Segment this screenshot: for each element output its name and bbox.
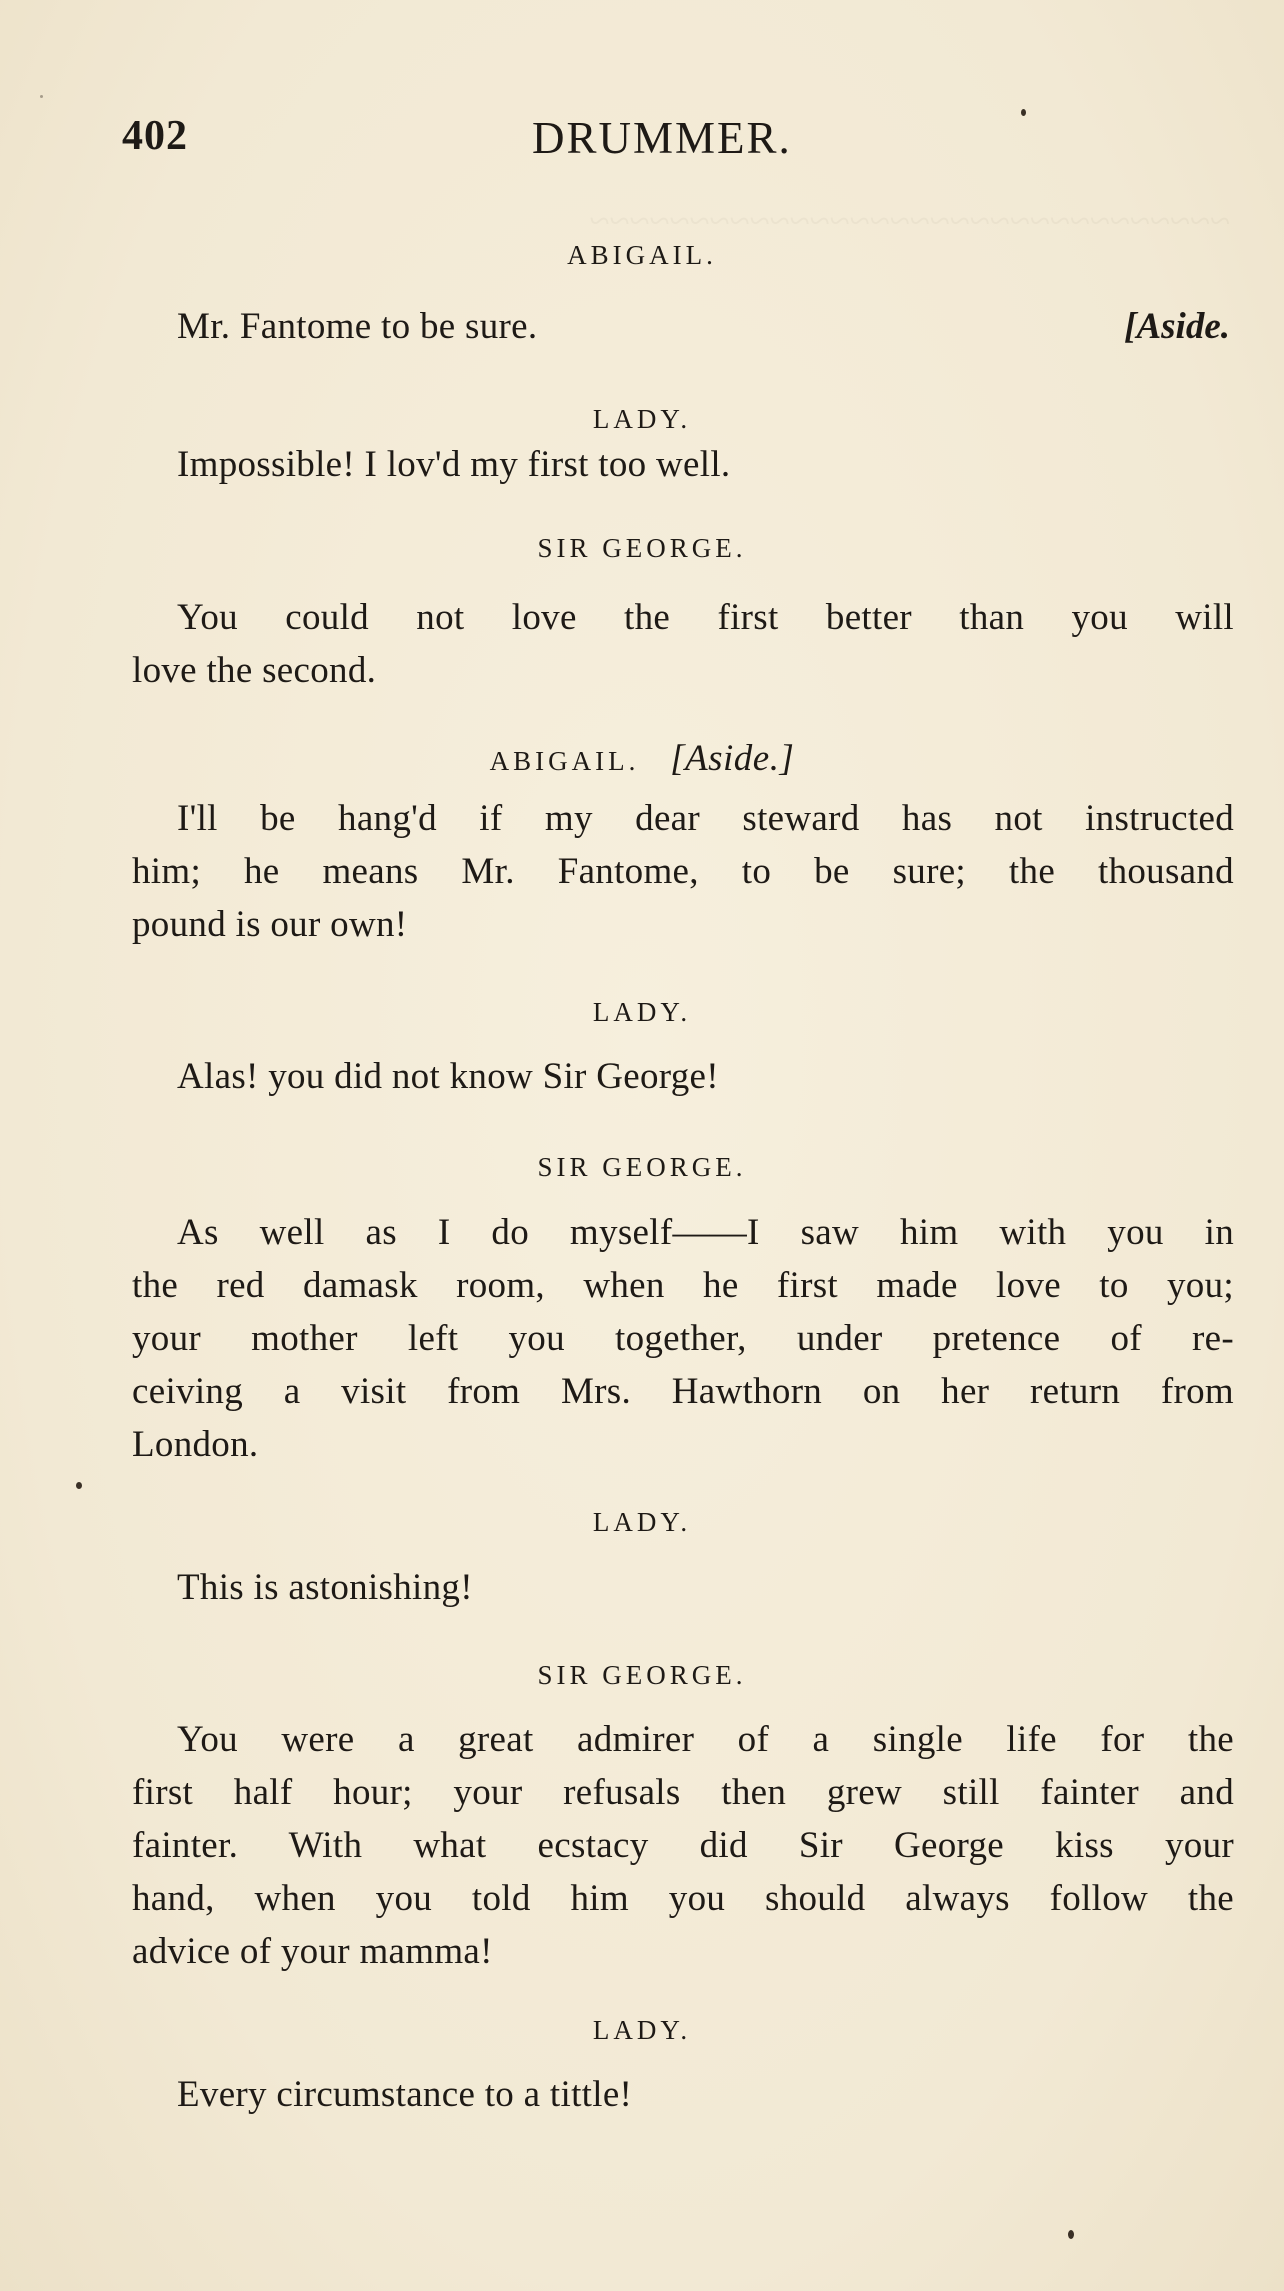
speech-line: first half hour; your refusals then grew still fainter and [132,1772,1234,1813]
speech [132,1713,1234,1978]
speech-line: hand, when you told him you should always follow the [132,1878,1234,1919]
speech-line: Mr. Fantome to be sure. [177,306,538,347]
speech [132,2068,1234,2121]
speaker-name: SIR GEORGE. [537,533,747,563]
speech-line: This is astonishing! [177,1567,473,1608]
speaker-name: LADY. [592,997,692,1027]
paper-speck [1021,109,1026,116]
speaker-name: SIR GEORGE. [537,1660,747,1690]
stage-direction: [Aside. [1124,306,1230,347]
speaker-line [0,737,1284,783]
speech [132,438,1234,491]
speech-line: As well as I do myself——I saw him with you in [177,1212,1234,1253]
speech-line: You could not love the first better than you will [177,597,1234,638]
speech-line: Impossible! I lov'd my first too well. [177,444,731,485]
speech-line: I'll be hang'd if my dear steward has not instructed [177,798,1234,839]
speech [132,1561,1234,1614]
speaker-name: LADY. [592,404,692,434]
speech-line: advice of your mamma! [132,1931,493,1972]
speaker-name: LADY. [592,2015,692,2045]
speaker-name: ABIGAIL. [489,746,640,776]
speech-line: pound is our own! [132,904,408,945]
paper-speck [40,95,43,98]
speech [132,1050,1234,1103]
speech [132,1206,1234,1471]
paper-speck [1068,2230,1074,2239]
page-number: 402 [122,113,188,159]
speaker-name: ABIGAIL. [567,240,717,270]
show-through-text: ~~~~~~~~~~~~~~~~~~~~~~~~~~~~~~~~ [589,201,1230,242]
speech [132,792,1234,951]
speech-line: ceiving a visit from Mrs. Hawthorn on her return from [132,1371,1234,1412]
page-header [122,112,1232,172]
speech-line: him; he means Mr. Fantome, to be sure; the thousand [132,851,1234,892]
speech-line: London. [132,1424,259,1465]
running-title: DRUMMER. [532,113,792,163]
speech-line: fainter. With what ecstacy did Sir George kiss your [132,1825,1234,1866]
speech-line: your mother left you together, under pretence of re- [132,1318,1234,1359]
paper-speck [76,1482,82,1489]
speaker-name: LADY. [592,1507,692,1537]
speech-line: You were a great admirer of a single life for the [177,1719,1234,1760]
speaker-name: SIR GEORGE. [537,1152,747,1182]
speech-line: Alas! you did not know Sir George! [177,1056,719,1097]
speech-line: the red damask room, when he first made love to you; [132,1265,1234,1306]
speech-line: Every circumstance to a tittle! [177,2074,633,2115]
speech-line: love the second. [132,650,377,691]
speech [132,591,1234,697]
speech [132,300,1234,353]
stage-direction: [Aside.] [670,738,795,779]
